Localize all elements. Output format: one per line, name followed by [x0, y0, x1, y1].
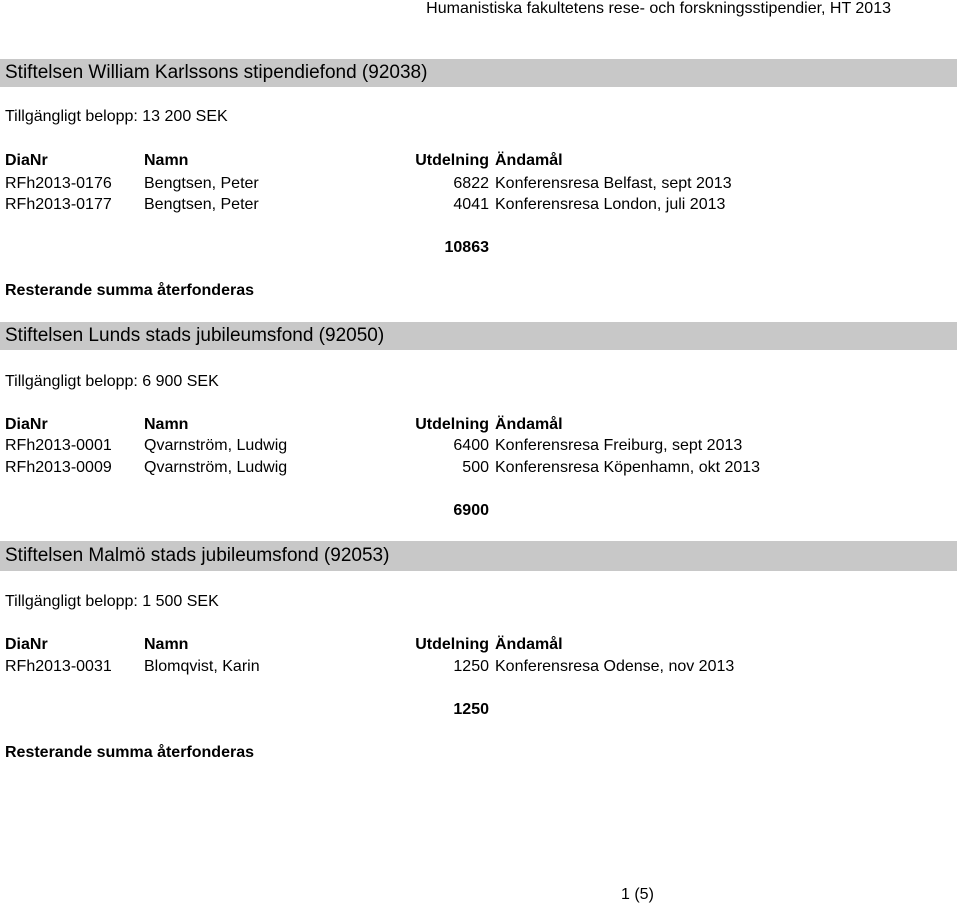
cell-namn: Bengtsen, Peter	[144, 196, 259, 213]
cell-andamal: Konferensresa Freiburg, sept 2013	[495, 437, 743, 454]
column-header-utdelning: Utdelning	[415, 416, 489, 433]
column-header-dianr: DiaNr	[5, 416, 48, 433]
section-header	[0, 59, 957, 87]
column-header-namn: Namn	[144, 416, 189, 433]
cell-utdelning: 6400	[453, 437, 489, 454]
column-header-andamal: Ändamål	[495, 152, 563, 169]
section-total: 10863	[444, 239, 489, 256]
remainder-note: Resterande summa återfonderas	[5, 744, 254, 761]
cell-utdelning: 4041	[453, 196, 489, 213]
cell-namn: Blomqvist, Karin	[144, 658, 260, 675]
cell-dianr: RFh2013-0009	[5, 459, 112, 476]
document-title: Humanistiska fakultetens rese- och forskningsstipendier, HT 2013	[426, 0, 891, 17]
column-header-andamal: Ändamål	[495, 636, 563, 653]
section-header	[0, 541, 957, 571]
section-total: 6900	[453, 502, 489, 519]
section-title: Stiftelsen Malmö stads jubileumsfond (92053)	[5, 545, 390, 566]
cell-namn: Qvarnström, Ludwig	[144, 437, 288, 454]
section-total: 1250	[453, 701, 489, 718]
remainder-note: Resterande summa återfonderas	[5, 282, 254, 299]
cell-dianr: RFh2013-0001	[5, 437, 112, 454]
available-amount: Tillgängligt belopp: 13 200 SEK	[5, 108, 228, 125]
column-header-utdelning: Utdelning	[415, 152, 489, 169]
page-number: 1 (5)	[621, 886, 654, 903]
cell-utdelning: 1250	[453, 658, 489, 675]
cell-dianr: RFh2013-0177	[5, 196, 112, 213]
cell-utdelning: 6822	[453, 175, 489, 192]
section-title: Stiftelsen William Karlssons stipendiefond (92038)	[5, 62, 428, 83]
column-header-dianr: DiaNr	[5, 636, 48, 653]
available-amount: Tillgängligt belopp: 6 900 SEK	[5, 373, 219, 390]
cell-andamal: Konferensresa Köpenhamn, okt 2013	[495, 459, 761, 476]
cell-dianr: RFh2013-0176	[5, 175, 112, 192]
column-header-namn: Namn	[144, 152, 189, 169]
cell-andamal: Konferensresa Odense, nov 2013	[495, 658, 735, 675]
cell-andamal: Konferensresa London, juli 2013	[495, 196, 726, 213]
column-header-namn: Namn	[144, 636, 189, 653]
section-header	[0, 322, 957, 350]
column-header-utdelning: Utdelning	[415, 636, 489, 653]
column-header-andamal: Ändamål	[495, 416, 563, 433]
cell-utdelning: 500	[462, 459, 489, 476]
available-amount: Tillgängligt belopp: 1 500 SEK	[5, 593, 219, 610]
cell-andamal: Konferensresa Belfast, sept 2013	[495, 175, 732, 192]
cell-namn: Bengtsen, Peter	[144, 175, 259, 192]
cell-dianr: RFh2013-0031	[5, 658, 112, 675]
cell-namn: Qvarnström, Ludwig	[144, 459, 288, 476]
column-header-dianr: DiaNr	[5, 152, 48, 169]
section-title: Stiftelsen Lunds stads jubileumsfond (92050)	[5, 325, 385, 346]
